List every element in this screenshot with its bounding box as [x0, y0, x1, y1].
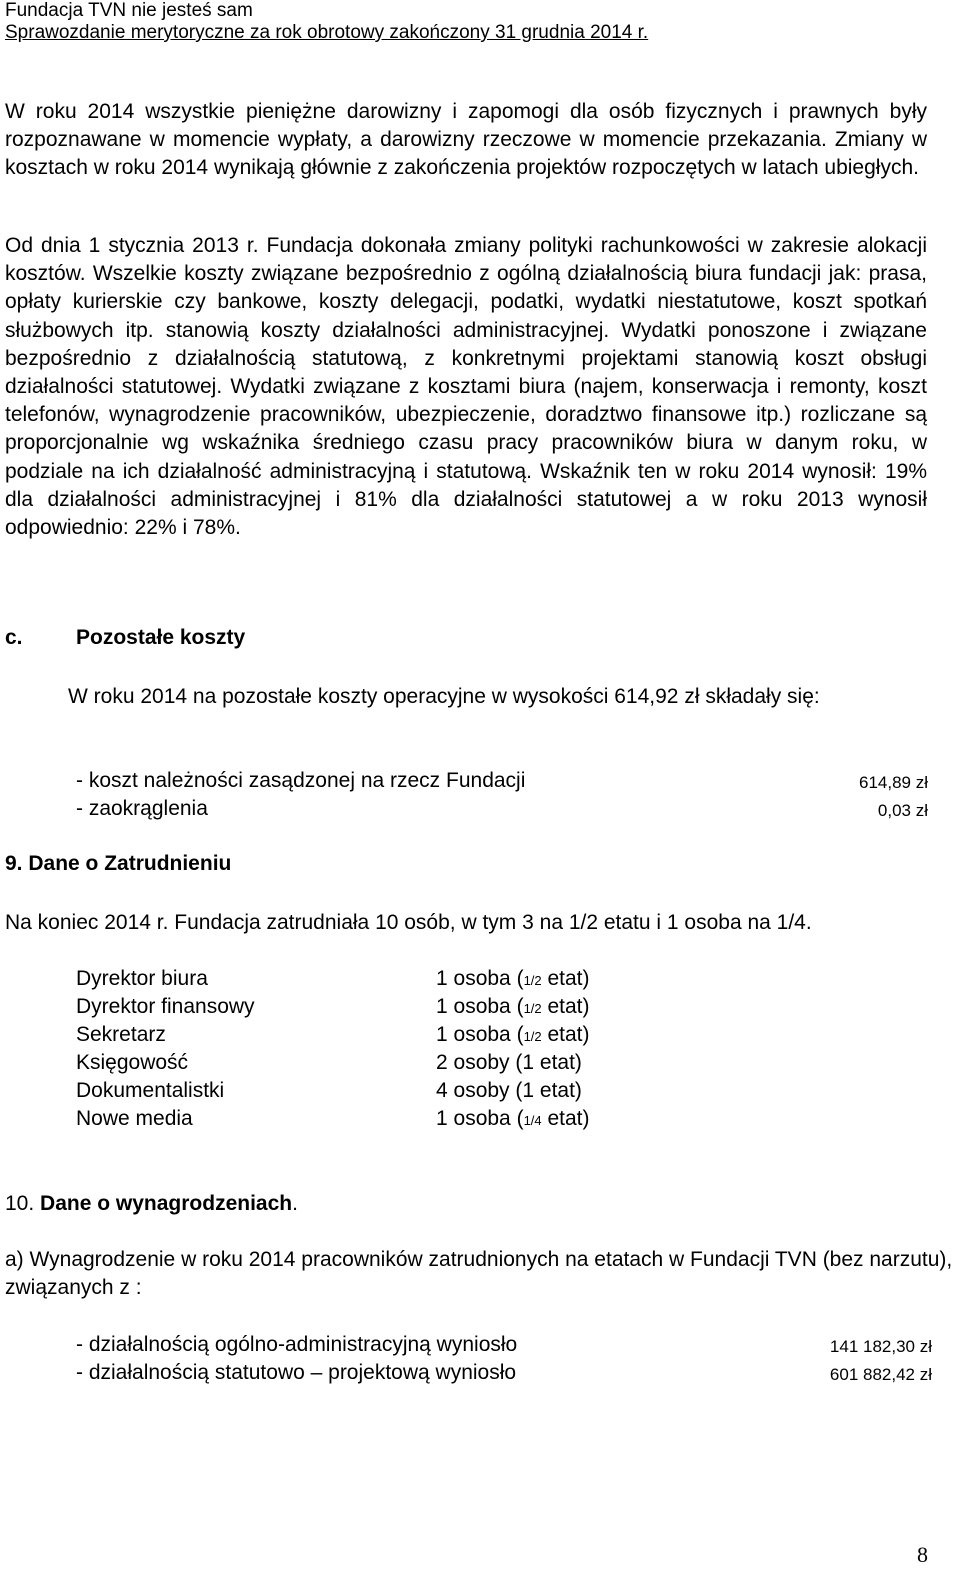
employee-count: 1 osoba (1/2 etat)	[436, 1023, 590, 1046]
employee-role: Dyrektor finansowy	[76, 995, 255, 1018]
employee-role: Nowe media	[76, 1107, 193, 1130]
salary-item-amount: 601 882,42 zł	[829, 1365, 932, 1384]
employee-role: Dokumentalistki	[76, 1079, 225, 1102]
section-9-title: 9. Dane o Zatrudnieniu	[5, 852, 232, 875]
employee-count: 1 osoba (1/4 etat)	[436, 1107, 590, 1130]
employment-intro: Na koniec 2014 r. Fundacja zatrudniała 10 osób, w tym 3 na 1/2 etatu i 1 osoba na 1/4.	[5, 911, 812, 934]
section-c-text: W roku 2014 na pozostałe koszty operacyjne w wysokości 614,92 zł składały się:	[68, 685, 820, 708]
section-10-title: 10. Dane o wynagrodzeniach.	[5, 1192, 298, 1215]
other-cost-item-label: - koszt należności zasądzonej na rzecz Fundacji	[76, 769, 526, 792]
header-report-title: Sprawozdanie merytoryczne za rok obrotowy zakończony 31 grudnia 2014 r.	[5, 22, 649, 43]
section-c-letter: c.	[5, 626, 23, 649]
employee-count: 1 osoba (1/2 etat)	[436, 995, 590, 1018]
employee-role: Dyrektor biura	[76, 967, 208, 990]
employee-role: Księgowość	[76, 1051, 189, 1074]
employee-count: 1 osoba (1/2 etat)	[436, 967, 590, 990]
page-number: 8	[917, 1542, 928, 1567]
employee-role: Sekretarz	[76, 1023, 166, 1046]
other-cost-item-amount: 614,89 zł	[859, 773, 928, 792]
employee-count: 2 osoby (1 etat)	[436, 1051, 582, 1074]
salary-item-amount: 141 182,30 zł	[829, 1337, 932, 1356]
other-cost-item-label: - zaokrąglenia	[76, 797, 208, 820]
paragraph-donations: W roku 2014 wszystkie pieniężne darowizny i zapomogi dla osób fizycznych i prawnych były rozpoznawane w momencie wypłaty, a darowizny rzeczowe w momencie przekazania. Zmiany w kosztach w roku 2014 wynikają głównie z zakończenia projektów rozpoczętych w latach ubiegłych.	[5, 100, 927, 180]
salary-item-label: - działalnością statutowo – projektową wyniosło	[76, 1361, 517, 1384]
salary-text: a) Wynagrodzenie w roku 2014 pracowników zatrudnionych na etatach w Fundacji TVN (bez narzutu), związanych z :	[5, 1248, 953, 1299]
paragraph-cost-allocation: Od dnia 1 stycznia 2013 r. Fundacja dokonała zmiany polityki rachunkowości w zakresie alokacji kosztów. Wszelkie koszty związane bezpośrednio z ogólną działalnością biura fundacji jak: prasa, opłaty kurierskie czy bankowe, koszty delegacji, podatki, wydatki niestatutowe, koszt spotkań służbowych itp. stanowią koszty działalności administracyjnej. Wydatki ponoszone i związane bezpośrednio z działalnością statutową, z konkretnymi projektami stanowią koszt obsługi działalności statutowej. Wydatki związane z kosztami biura (najem, konserwacja i remonty, koszt telefonów, wynagrodzenie pracowników, ubezpieczenie, doradztwo finansowe itp.) rozliczane są proporcjonalnie wg wskaźnika średniego czasu pracy pracowników biura w danym roku, w podziale na ich działalność administracyjną i statutową. Wskaźnik ten w roku 2014 wynosił: 19% dla działalności administracyjnej i 81% dla działalności statutowej a w roku 2013 wynosił odpowiednio: 22% i 78%.	[5, 234, 927, 540]
salary-item-label: - działalnością ogólno-administracyjną wyniosło	[76, 1333, 518, 1356]
section-c-title: Pozostałe koszty	[76, 626, 246, 649]
header-org: Fundacja TVN nie jesteś sam	[5, 0, 253, 21]
other-cost-item-amount: 0,03 zł	[877, 801, 928, 820]
employee-count: 4 osoby (1 etat)	[436, 1079, 582, 1102]
